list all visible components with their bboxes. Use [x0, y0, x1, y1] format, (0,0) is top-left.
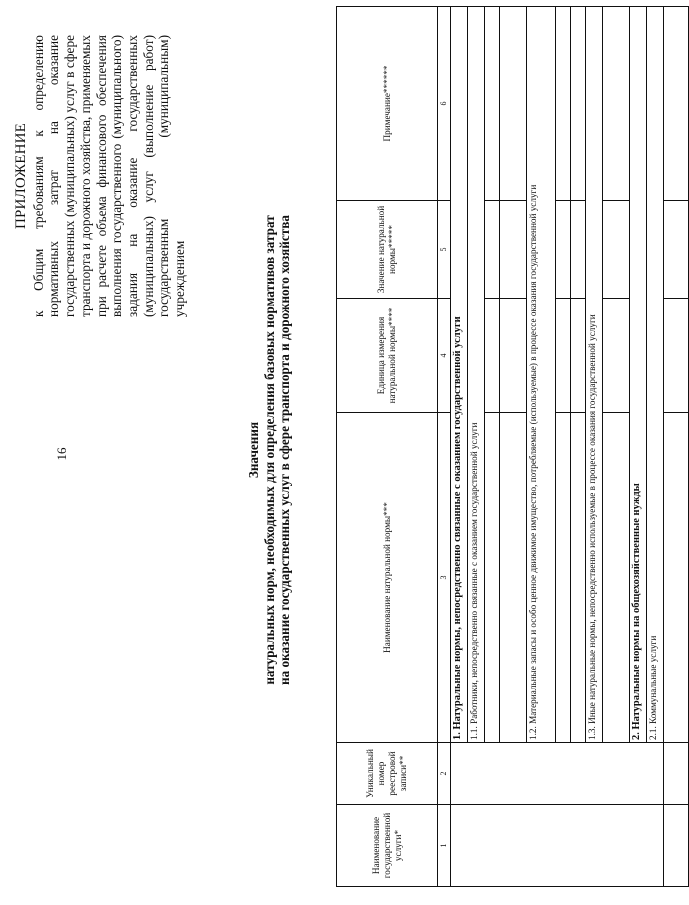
- section-2-heading: 2. Натуральные нормы на общехозяйственные нужды: [630, 7, 647, 743]
- table-cell: [500, 299, 527, 413]
- row-1-1-heading: 1.1. Работники, непосредственно связанные с оказанием государственной услуги: [468, 7, 485, 743]
- appendix-block: [14, 35, 188, 317]
- table-cell: [485, 413, 500, 743]
- appendix-text: к Общим требованиям к определению нормативных затрат на оказание государственных (муниципальных) услуг в сфере транспорта и дорожного хозяйства, применяемых при расчете объема финансового обеспечения выполнения государственного (муниципального) задания на оказание государственных (муниципальных) услуг (выполнение работ) государственным (муниципальным) учреждением: [30, 35, 188, 317]
- table-cell: [603, 7, 630, 201]
- table-cell: [556, 201, 571, 299]
- title-line-3: на оказание государственных услуг в сфере транспорта и дорожного хозяйства: [277, 215, 292, 685]
- table-cell: [664, 805, 689, 887]
- table-cell: [485, 7, 500, 201]
- header-service-name: Наименование государственной услуги*: [337, 805, 438, 887]
- table-cell: [664, 7, 689, 201]
- table-cell: [571, 413, 586, 743]
- column-number: 6: [438, 7, 451, 201]
- section-1-heading: 1. Натуральные нормы, непосредственно связанные с оказанием государственной услуги: [451, 7, 468, 743]
- column-number: 2: [438, 743, 451, 805]
- header-registry-number: Уникальный номер реестровой записи**: [337, 743, 438, 805]
- table-cell: [664, 743, 689, 805]
- table-header-row: [337, 7, 438, 887]
- table-row: [451, 7, 468, 887]
- header-note: Примечание******: [337, 7, 438, 201]
- table-cell: [500, 413, 527, 743]
- table-row: [664, 7, 689, 887]
- row-2-1-heading: 2.1. Коммунальные услуги: [647, 7, 664, 743]
- table-cell: [556, 413, 571, 743]
- table-cell: [603, 299, 630, 413]
- registry-number-cell: [451, 743, 664, 805]
- table-cell: [664, 299, 689, 413]
- header-value: Значение натуральной нормы*****: [337, 201, 438, 299]
- norms-table: [336, 6, 689, 887]
- table-cell: [485, 201, 500, 299]
- column-number-row: [438, 7, 451, 887]
- row-1-3-heading: 1.3. Иные натуральные нормы, непосредственно используемые в процессе оказания государственной услуги: [586, 7, 603, 743]
- table-cell: [500, 201, 527, 299]
- title-line-1: Значения: [246, 421, 261, 479]
- table-cell: [571, 7, 586, 201]
- table-cell: [664, 201, 689, 299]
- table-cell: [664, 413, 689, 743]
- table-cell: [603, 201, 630, 299]
- page-number: 16: [54, 447, 69, 461]
- column-number: 1: [438, 805, 451, 887]
- table-cell: [603, 413, 630, 743]
- document-title: [246, 205, 293, 695]
- row-1-2-heading: 1.2. Материальные запасы и особо ценное движимое имущество, потребляемые (используемые) в процессе оказания государственной услуги: [527, 7, 556, 743]
- column-number: 5: [438, 201, 451, 299]
- table-cell: [556, 7, 571, 201]
- table-cell: [571, 299, 586, 413]
- service-name-cell: [451, 805, 664, 887]
- table-cell: [485, 299, 500, 413]
- header-unit: Единица измерения натуральной нормы****: [337, 299, 438, 413]
- column-number: 3: [438, 413, 451, 743]
- appendix-title: ПРИЛОЖЕНИЕ: [13, 122, 29, 230]
- table-cell: [571, 201, 586, 299]
- header-norm-name: Наименование натуральной нормы***: [337, 413, 438, 743]
- title-line-2: натуральных норм, необходимых для определения базовых нормативов затрат: [261, 215, 277, 685]
- table-cell: [556, 299, 571, 413]
- table-cell: [500, 7, 527, 201]
- column-number: 4: [438, 299, 451, 413]
